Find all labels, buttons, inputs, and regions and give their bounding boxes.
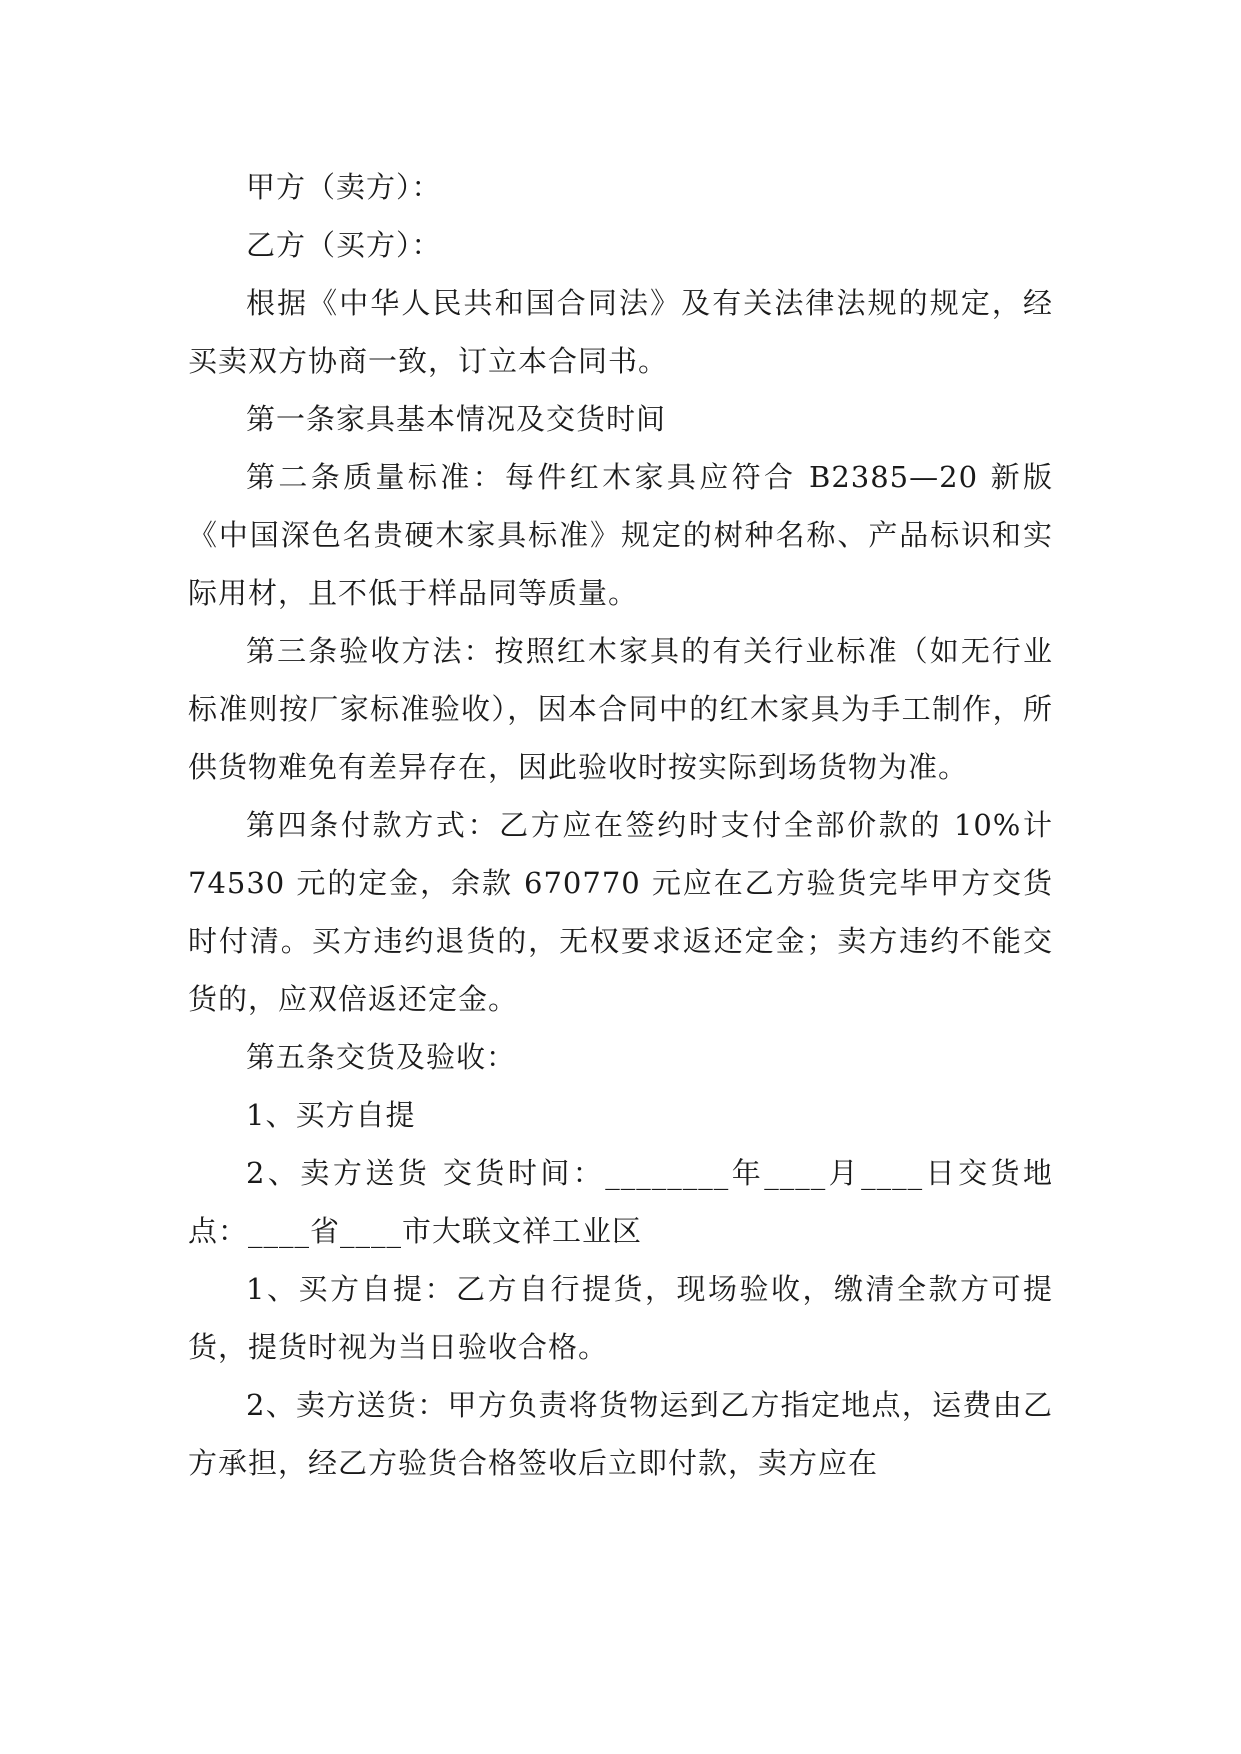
article-3-paragraph: 第三条验收方法：按照红木家具的有关行业标准（如无行业标准则按厂家标准验收），因本合同中的红木家具为手工制作，所供货物难免有差异存在，因此验收时按实际到场货物为准。 xyxy=(188,634,1053,784)
contract-page xyxy=(188,158,1053,1492)
party-a-line: 甲方（卖方）： xyxy=(246,170,442,204)
detail-seller-delivery: 2、卖方送货：甲方负责将货物运到乙方指定地点，运费由乙方承担，经乙方验货合格签收后立即付款，卖方应在 xyxy=(188,1388,1053,1480)
article-2-paragraph: 第二条质量标准：每件红木家具应符合 B2385—20 新版《中国深色名贵硬木家具标准》规定的树种名称、产品标识和实际用材，且不低于样品同等质量。 xyxy=(188,460,1053,610)
article-4-paragraph: 第四条付款方式：乙方应在签约时支付全部价款的 10%计 74530 元的定金，余款 670770 元应在乙方验货完毕甲方交货时付清。买方违约退货的，无权要求返还定金；卖方违约不能交货的，应双倍返还定金。 xyxy=(188,808,1053,1016)
option-seller-delivery: 2、卖方送货 交货时间：________年____月____日交货地点：____省____市大联文祥工业区 xyxy=(188,1156,1053,1248)
preamble-paragraph: 根据《中华人民共和国合同法》及有关法律法规的规定，经买卖双方协商一致，订立本合同书。 xyxy=(188,286,1053,378)
article-5-heading: 第五条交货及验收： xyxy=(246,1040,517,1074)
party-b-line: 乙方（买方）： xyxy=(246,228,442,262)
article-1-heading: 第一条家具基本情况及交货时间 xyxy=(246,402,667,436)
option-self-pickup: 1、买方自提 xyxy=(246,1098,416,1132)
detail-self-pickup: 1、买方自提：乙方自行提货，现场验收，缴清全款方可提货，提货时视为当日验收合格。 xyxy=(188,1272,1053,1364)
